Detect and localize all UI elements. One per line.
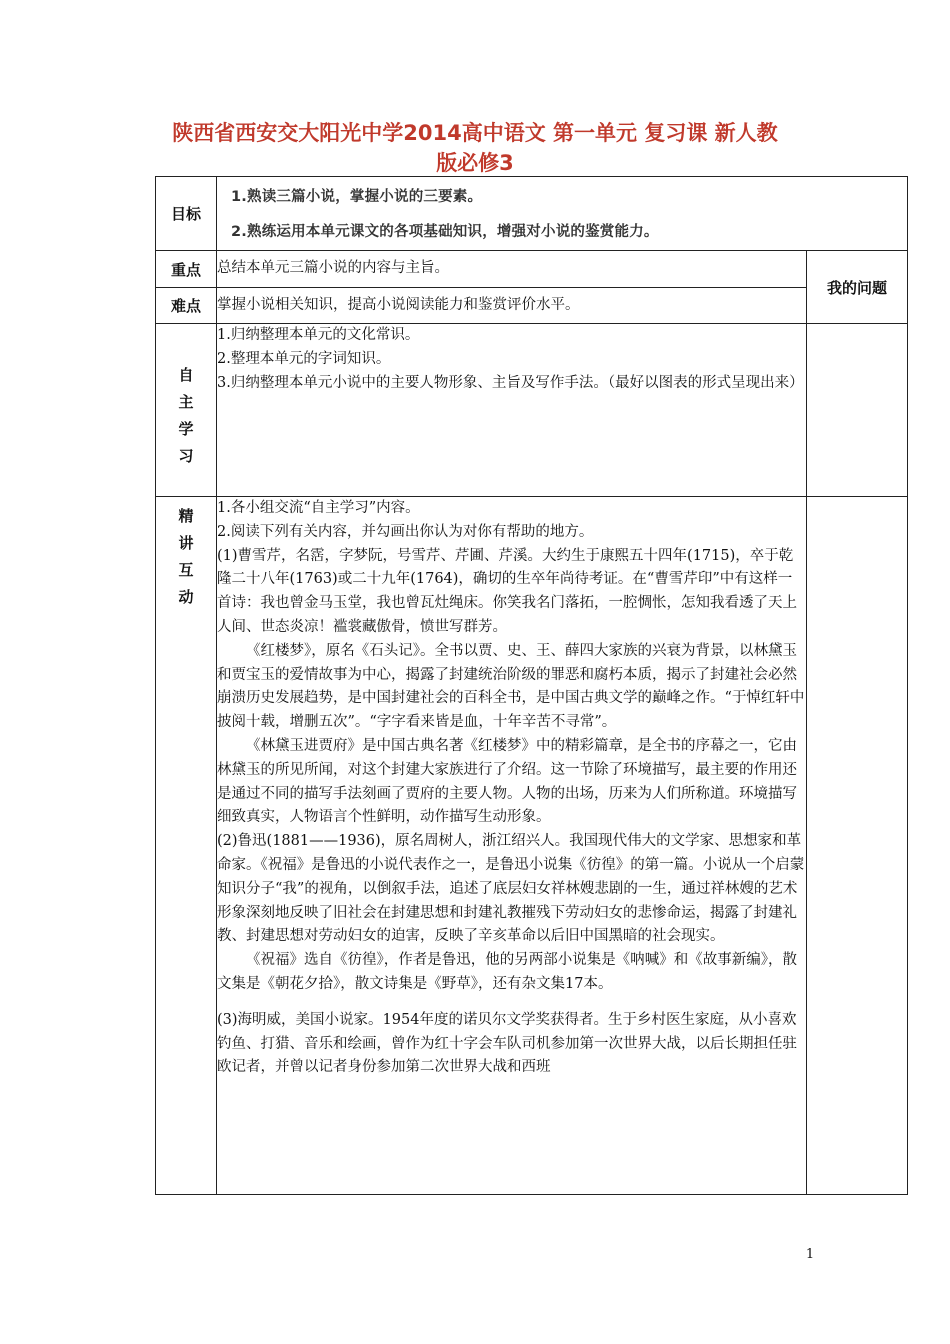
my-questions-header: 我的问题 [807,251,908,324]
self-study-label-char: 自 [178,366,194,384]
paragraph: 《红楼梦》，原名《石头记》。全书以贾、史、王、薛四大家族的兴衰为背景，以林黛玉和贾宝玉的爱情故事为中心，揭露了封建统治阶级的罪恶和腐朽本质，揭示了封建社会必然崩溃历史发展趋势，是中国封建社会的百科全书，是中国古典文学的巅峰之作。“于悼红轩中披阅十载，增删五次”。“字字看来皆是血，十年辛苦不寻常”。 [217,642,805,731]
paragraph: 2.阅读下列有关内容，并勾画出你认为对你有帮助的地方。 [217,523,594,540]
interaction-notes-cell [807,497,908,1195]
self-study-label-char: 学 [178,420,194,438]
key-point-label: 重点 [156,251,217,288]
paragraph: 《林黛玉进贾府》是中国古典名著《红楼梦》中的精彩篇章，是全书的序幕之一，它由林黛玉的所见所闻，对这个封建大家族进行了介绍。这一节除了环境描写，最主要的作用还是通过不同的描写手法刻画了贾府的主要人物。人物的出场，历来为人们所称道。环境描写细致真实，人物语言个性鲜明，动作描写生动形象。 [217,737,797,826]
self-study-item: 2.整理本单元的字词知识。 [217,350,391,367]
self-study-item: 3.归纳整理本单元小说中的主要人物形象、主旨及写作手法。（最好以图表的形式呈现出来） [217,374,804,391]
interaction-row [156,497,908,1195]
goal-item-1: 1.熟读三篇小说，掌握小说的三要素。 [231,189,483,205]
difficulty-label: 难点 [156,288,217,324]
goal-row [156,177,908,251]
self-study-notes-cell [807,324,908,497]
difficulty-row [156,288,908,324]
interaction-content [217,497,807,1195]
paragraph: 1.各小组交流“自主学习”内容。 [217,500,420,516]
document-title [120,118,830,178]
self-study-label-char: 习 [178,447,194,465]
paragraph: (3)海明威，美国小说家。1954年度的诺贝尔文学奖获得者。生于乡村医生家庭，从小喜欢钓鱼、打猎、音乐和绘画，曾作为红十字会车队司机参加第一次世界大战，以后长期担任驻欧记者，并曾以记者身份参加第二次世界大战和西班 [217,1011,797,1076]
self-study-row [156,324,908,497]
paragraph-spacer [217,997,806,1009]
paragraph: 《祝福》选自《彷徨》，作者是鲁迅，他的另两部小说集是《呐喊》和《故事新编》，散文集是《朝花夕拾》，散文诗集是《野草》，还有杂文集17本。 [217,952,797,992]
interaction-label-char: 精 [178,507,194,525]
paragraph: (1)曹雪芹，名霑，字梦阮，号雪芹、芹圃、芹溪。大约生于康熙五十四年(1715)，卒于乾隆二十八年(1763)或二十九年(1764)，确切的生卒年尚待考证。在“曹雪芹印”中有这样一首诗：我也曾金马玉堂，我也曾瓦灶绳床。你笑我名门落拓，一腔惆怅，怎知我看透了天上人间、世态炎凉！褴裳藏傲骨，愤世写群芳。 [217,547,797,635]
difficulty-text: 掌握小说相关知识，提高小说阅读能力和鉴赏评价水平。 [217,288,807,324]
key-point-text: 总结本单元三篇小说的内容与主旨。 [217,251,807,288]
goal-item-2: 2.熟练运用本单元课文的各项基础知识，增强对小说的鉴赏能力。 [231,224,659,240]
lesson-table [155,176,908,1195]
interaction-label-char: 动 [178,588,194,606]
self-study-content [217,324,807,497]
paragraph: (2)鲁迅(1881——1936)，原名周树人，浙江绍兴人。我国现代伟大的文学家、思想家和革命家。《祝福》是鲁迅的小说代表作之一，是鲁迅小说集《彷徨》的第一篇。小说从一个启蒙知识分子“我”的视角，以倒叙手法，追述了底层妇女祥林嫂悲剧的一生，通过祥林嫂的艺术形象深刻地反映了旧社会在封建思想和封建礼教摧残下劳动妇女的悲惨命运，揭露了封建礼教、封建思想对劳动妇女的迫害，反映了辛亥革命以后旧中国黑暗的社会现实。 [217,833,805,945]
title-line-2: 版必修3 [436,151,514,175]
interaction-label-char: 互 [178,561,194,579]
interaction-label [156,497,217,1195]
page-number: 1 [805,1247,815,1262]
self-study-item: 1.归纳整理本单元的文化常识。 [217,327,420,343]
title-line-1: 陕西省西安交大阳光中学2014高中语文 第一单元 复习课 新人教 [172,121,778,145]
self-study-label [156,324,217,497]
key-point-row [156,251,908,288]
self-study-label-char: 主 [178,393,194,411]
goal-label: 目标 [156,177,217,251]
goal-content [217,177,908,251]
interaction-label-char: 讲 [178,534,194,552]
